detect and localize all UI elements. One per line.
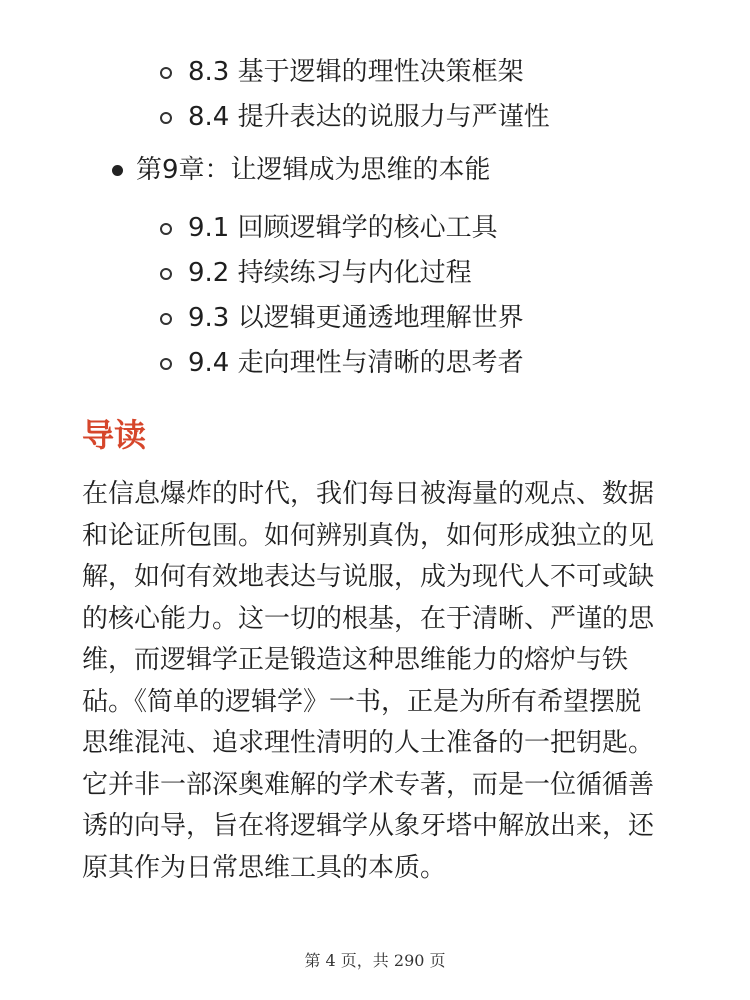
intro-line: 和论证所包围。如何辨别真伪，如何形成独立的见 [82,520,655,551]
intro-line: 的核心能力。这一切的根基，在于清晰、严谨的思 [82,603,655,634]
intro-paragraph [82,474,672,889]
intro-line: 思维混沌、追求理性清明的人士准备的一把钥匙。 [82,728,655,758]
toc-chapter-9-sections [160,206,524,386]
toc-item-number: 9.4 [188,348,230,378]
hollow-bullet-icon [160,112,172,124]
toc-item-number: 9.3 [188,303,230,333]
toc-item-number: 9.1 [188,213,230,243]
toc-item-title: 持续练习与内化过程 [237,258,472,288]
toc-subsection-list [160,50,550,140]
hollow-bullet-icon [160,268,172,280]
toc-item-title: 提升表达的说服力与严谨性 [237,102,550,132]
toc-item-8-3 [160,50,550,95]
toc-item-number: 8.4 [188,102,230,132]
toc-item-title: 走向理性与清晰的思考者 [237,348,524,378]
section-heading-intro: 导读 [82,416,147,454]
hollow-bullet-icon [160,67,172,79]
filled-bullet-icon [112,165,123,176]
hollow-bullet-icon [160,358,172,370]
toc-chapter-9 [112,148,491,193]
toc-item-number: 8.3 [188,57,230,87]
toc-item-9-2 [160,251,524,296]
intro-line: 解，如何有效地表达与说服，成为现代人不可或缺 [82,562,655,592]
toc-chapter-label: 第9章：让逻辑成为思维的本能 [136,155,491,185]
toc-item-number: 9.2 [188,258,230,288]
toc-item-9-4 [160,341,524,386]
page-number-footer: 第 4 页，共 290 页 [304,951,446,970]
toc-item-9-1 [160,206,524,251]
hollow-bullet-icon [160,313,172,325]
intro-line: 它并非一部深奥难解的学术专著，而是一位循循善 [82,769,655,800]
intro-line: 在信息爆炸的时代，我们每日被海量的观点、数据 [82,479,655,509]
intro-line: 维，而逻辑学正是锻造这种思维能力的熔炉与铁 [82,645,629,675]
toc-item-9-3 [160,296,524,341]
intro-line: 砧。《简单的逻辑学》一书，正是为所有希望摆脱 [82,686,642,717]
toc-item-title: 基于逻辑的理性决策框架 [237,57,524,87]
intro-line: 原其作为日常思维工具的本质。 [82,852,447,883]
toc-item-title: 以逻辑更通透地理解世界 [237,303,524,333]
intro-line: 诱的向导，旨在将逻辑学从象牙塔中解放出来，还 [82,811,655,841]
toc-item-8-4 [160,95,550,140]
hollow-bullet-icon [160,223,172,235]
toc-item-title: 回顾逻辑学的核心工具 [237,213,498,243]
